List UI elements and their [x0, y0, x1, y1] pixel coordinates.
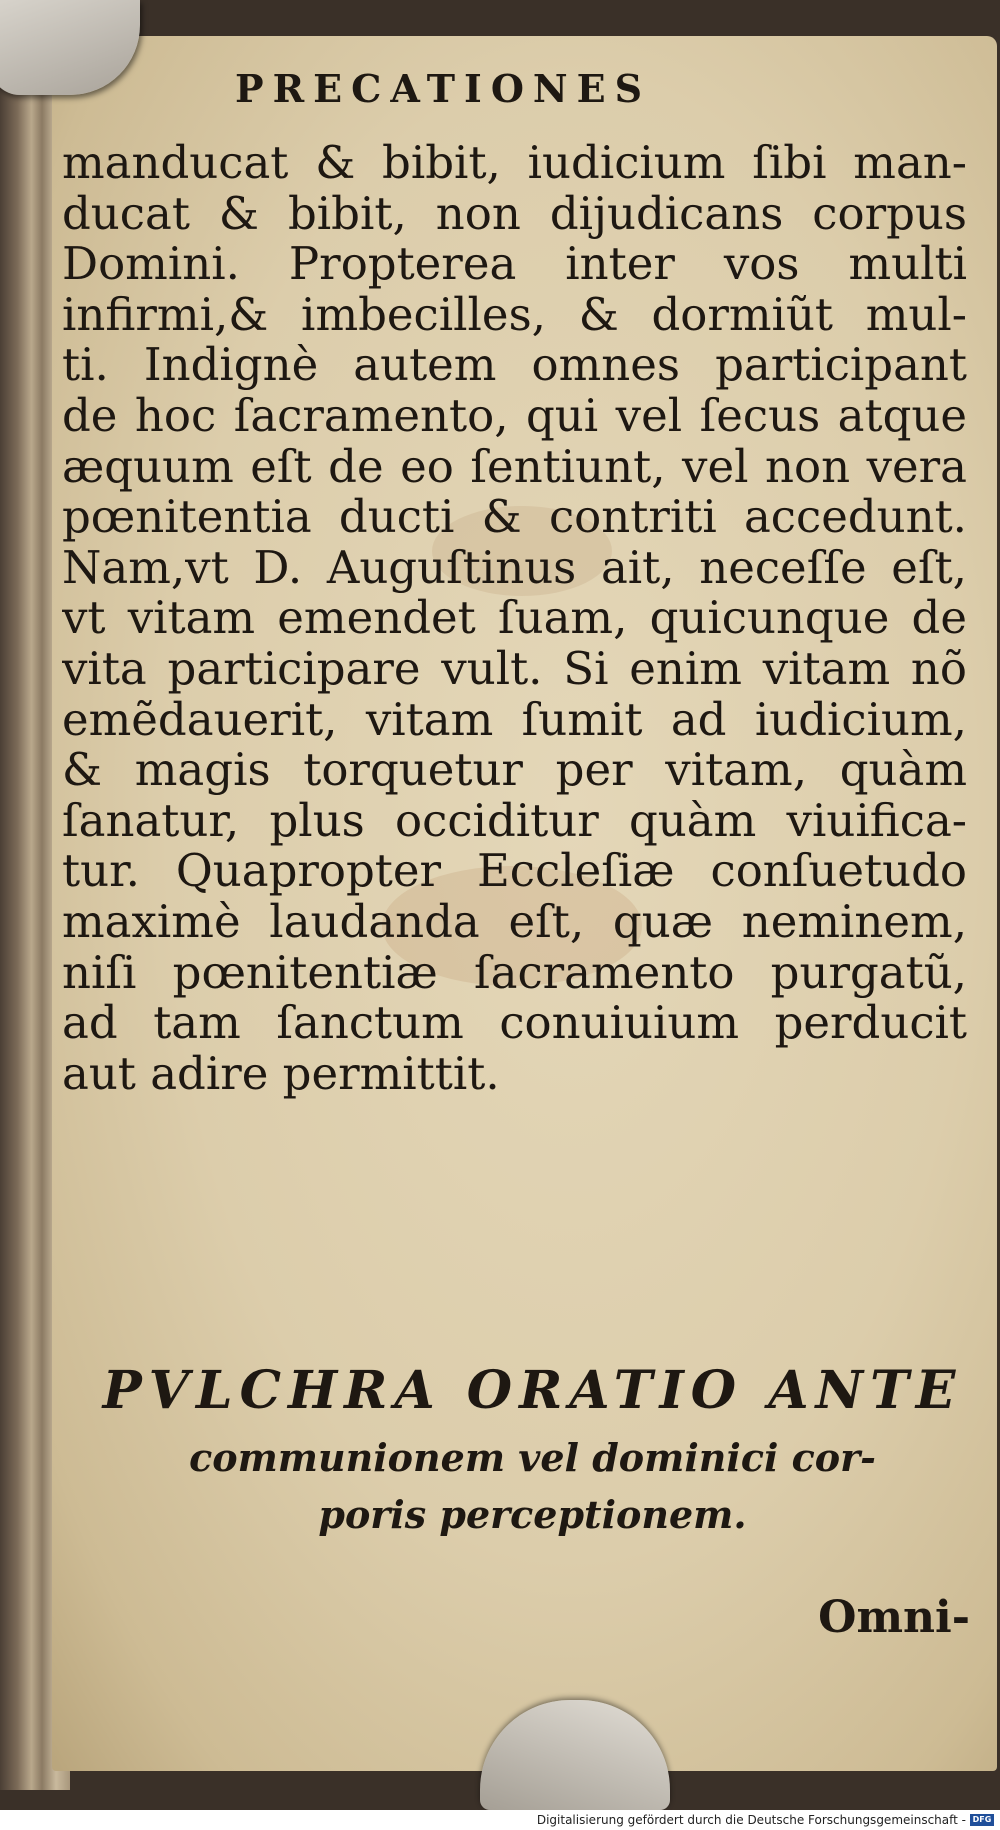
text-line: ti. Indignè autem omnes participant — [62, 340, 967, 391]
section-heading-subtitle: communionem vel dominici cor- — [189, 1435, 876, 1480]
text-line: & magis torquetur per vitam, quàm — [62, 745, 967, 796]
section-heading-title: PVLCHRA ORATIO ANTE — [102, 1360, 963, 1421]
footer-bar — [0, 1810, 1000, 1830]
text-line: aut adire permittit. — [62, 1048, 500, 1100]
text-line: maximè laudanda eſt, quæ neminem, — [62, 896, 967, 948]
text-line: vita participare vult. Si enim vitam nõ — [62, 643, 967, 695]
text-line: manducat & bibit, iudicium ſibi man- — [62, 138, 967, 189]
dfg-logo-icon: DFG — [970, 1814, 994, 1826]
text-line: vt vitam emendet ſuam, quicunque de — [62, 593, 967, 644]
footer-credit: Digitalisierung gefördert durch die Deutsche Forschungsgemeinschaft - — [536, 1813, 966, 1827]
catchword: Omni- — [818, 1592, 970, 1643]
text-line: ad tam ſanctum conuiuium perducit — [62, 998, 967, 1049]
text-line: tur. Quapropter Eccleſiæ conſuetudo — [62, 846, 967, 897]
text-line: ſanatur, plus occiditur quàm viuifica- — [62, 795, 967, 847]
running-head: PRECATIONES — [235, 66, 652, 111]
section-heading-subtitle: poris perceptionem. — [318, 1492, 747, 1537]
text-line: emẽdauerit, vitam ſumit ad iudicium, — [62, 694, 967, 746]
text-line: de hoc ſacramento, qui vel ſecus atque — [62, 390, 967, 442]
text-line: pœnitentia ducti & contriti accedunt. — [62, 492, 967, 543]
text-line: niſi pœnitentiæ ſacramento purgatũ, — [62, 947, 967, 999]
text-line: æquum eſt de eo ſentiunt, vel non vera — [62, 441, 967, 493]
text-line: Nam,vt D. Auguſtinus ait, neceſſe eſt, — [62, 542, 967, 594]
text-line: Domini. Propterea inter vos multi — [62, 239, 967, 290]
text-line: infirmi,& imbecilles, & dormiũt mul- — [62, 289, 967, 341]
body-text — [62, 138, 967, 1099]
text-line: ducat & bibit, non dijudicans corpus — [62, 188, 967, 240]
